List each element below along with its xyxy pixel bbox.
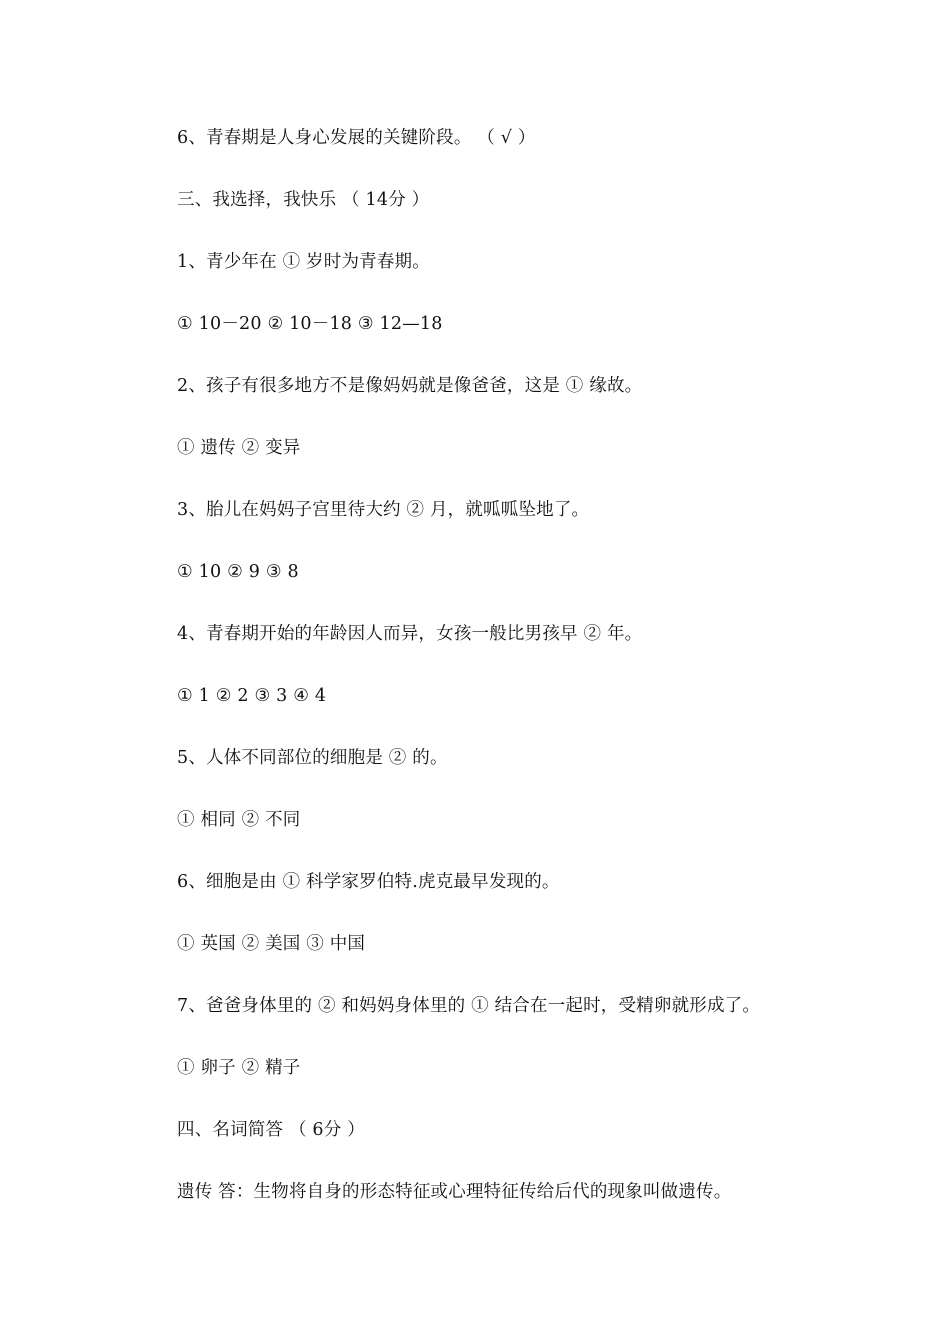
- true-false-item-6: 6、青春期是人身心发展的关键阶段。 （ √ ）: [177, 128, 536, 148]
- options-1: ① 10－20 ② 10－18 ③ 12—18: [177, 314, 443, 334]
- section-heading-multiple-choice: 三、我选择，我快乐 （ 14分 ）: [177, 190, 430, 210]
- options-7: ① 卵子 ② 精子: [177, 1058, 301, 1078]
- question-3: 3、胎儿在妈妈子宫里待大约 ② 月，就呱呱坠地了。: [177, 500, 590, 520]
- options-2: ① 遗传 ② 变异: [177, 438, 301, 458]
- question-4: 4、青春期开始的年龄因人而异，女孩一般比男孩早 ② 年。: [177, 624, 643, 644]
- question-1: 1、青少年在 ① 岁时为青春期。: [177, 252, 430, 272]
- options-5: ① 相同 ② 不同: [177, 810, 301, 830]
- short-answer-heredity: 遗传 答：生物将自身的形态特征或心理特征传给后代的现象叫做遗传。: [177, 1182, 732, 1202]
- question-7: 7、爸爸身体里的 ② 和妈妈身体里的 ① 结合在一起时，受精卵就形成了。: [177, 996, 761, 1016]
- question-6: 6、细胞是由 ① 科学家罗伯特.虎克最早发现的。: [177, 872, 560, 892]
- question-2: 2、孩子有很多地方不是像妈妈就是像爸爸，这是 ① 缘故。: [177, 376, 643, 396]
- options-6: ① 英国 ② 美国 ③ 中国: [177, 934, 366, 954]
- section-heading-short-answer: 四、名词简答 （ 6分 ）: [177, 1120, 365, 1140]
- question-5: 5、人体不同部位的细胞是 ② 的。: [177, 748, 448, 768]
- options-4: ① 1 ② 2 ③ 3 ④ 4: [177, 686, 327, 706]
- options-3: ① 10 ② 9 ③ 8: [177, 562, 299, 582]
